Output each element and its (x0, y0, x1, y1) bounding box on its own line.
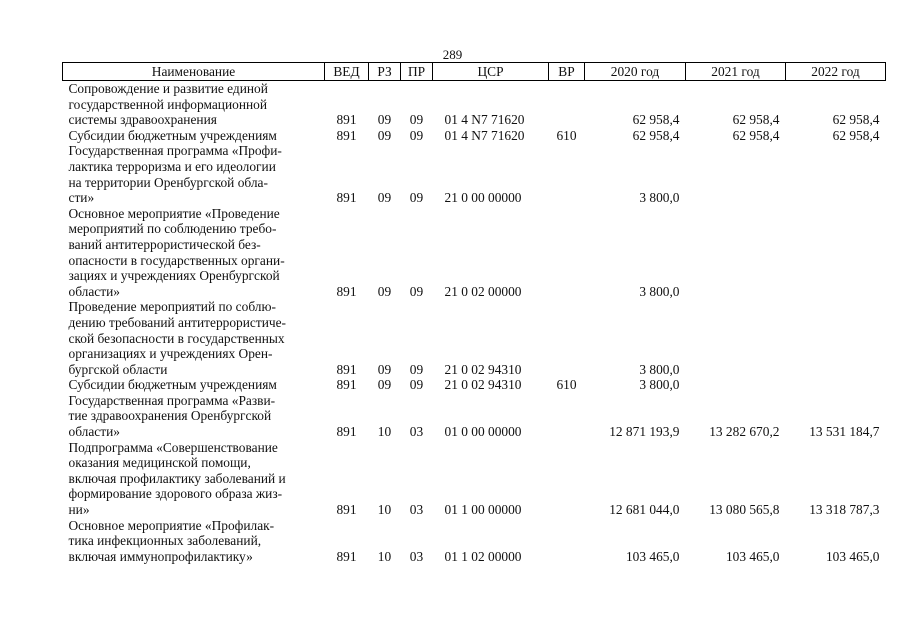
table-row (63, 143, 886, 205)
row-name: Государственная программа «Профи- лактика терроризма и его идеологии на территории Оренбургской обла- сти» (68, 143, 282, 206)
header-pr: ПР (401, 63, 433, 81)
row-2022: 13 531 184,7 (809, 424, 880, 440)
row-vr (549, 299, 585, 377)
row-rz: 09 (377, 361, 392, 377)
row-2021 (686, 377, 786, 393)
row-name: Государственная программа «Разви- тие здравоохранения Оренбургской области» (68, 392, 276, 440)
row-2022 (786, 206, 886, 300)
row-name: Подпрограмма «Совершенствование оказания медицинской помощи, включая профилактику заболеваний и формирование здорового образа жиз- ни» (68, 439, 286, 518)
row-csr: 21 0 02 94310 (444, 361, 522, 377)
row-vr (549, 81, 585, 128)
row-2020: 62 958,4 (632, 127, 680, 143)
row-name: Основное мероприятие «Профилак- тика инфекционных заболеваний, включая иммунопрофилактику» (68, 517, 275, 564)
table-row (63, 377, 886, 393)
row-2022: 13 318 787,3 (809, 502, 880, 518)
row-pr: 09 (409, 361, 424, 377)
header-name: Наименование (63, 63, 325, 81)
row-csr: 01 1 00 00000 (444, 502, 522, 518)
row-2021: 13 282 670,2 (709, 424, 780, 440)
table-header (63, 63, 886, 81)
row-vr (549, 143, 585, 205)
header-2021: 2021 год (686, 63, 786, 81)
row-2020: 3 800,0 (639, 377, 680, 393)
row-2020: 3 800,0 (639, 283, 680, 299)
row-pr: 03 (409, 548, 424, 564)
table-row (63, 393, 886, 440)
row-ved: 891 (336, 127, 357, 143)
row-2021 (686, 143, 786, 205)
row-name: Сопровождение и развитие единой государственной информационной системы здравоохранения (68, 81, 268, 128)
row-2020: 3 800,0 (639, 190, 680, 206)
row-2022: 62 958,4 (832, 112, 880, 128)
row-csr: 01 4 N7 71620 (444, 112, 525, 128)
row-pr: 03 (409, 502, 424, 518)
row-csr: 01 4 N7 71620 (444, 127, 525, 143)
table-row (63, 518, 886, 565)
row-csr: 21 0 02 94310 (444, 377, 522, 393)
row-csr: 21 0 00 00000 (444, 190, 522, 206)
row-2022 (786, 143, 886, 205)
row-2020: 12 871 193,9 (609, 424, 680, 440)
row-rz: 10 (377, 424, 392, 440)
row-pr: 09 (409, 283, 424, 299)
row-2021 (686, 206, 786, 300)
row-name: Основное мероприятие «Проведение мероприятий по соблюдению требо- ваний антитеррористической без- опасности в государственных органи- зациях и учреждениях Оренбургской области» (68, 205, 285, 299)
row-rz: 09 (377, 127, 392, 143)
row-ved: 891 (336, 190, 357, 206)
row-2022 (786, 377, 886, 393)
row-vr (549, 440, 585, 518)
row-ved: 891 (336, 548, 357, 564)
row-vr: 610 (556, 127, 577, 143)
table-body (63, 81, 886, 565)
row-ved: 891 (336, 377, 357, 393)
row-2020: 62 958,4 (632, 112, 680, 128)
row-name: Проведение мероприятий по соблю- дению требований антитеррористиче- ской безопасности в государственных организациях и учреждениях Орен- бургской области (68, 299, 287, 377)
row-csr: 21 0 02 00000 (444, 283, 522, 299)
budget-table (62, 62, 886, 564)
table-row (63, 206, 886, 300)
row-pr: 09 (409, 190, 424, 206)
row-pr: 09 (409, 127, 424, 143)
row-ved: 891 (336, 361, 357, 377)
row-rz: 09 (377, 377, 392, 393)
row-2021: 13 080 565,8 (709, 502, 780, 518)
header-2020: 2020 год (585, 63, 686, 81)
row-2022 (786, 299, 886, 377)
header-vr: ВР (549, 63, 585, 81)
row-vr (549, 206, 585, 300)
row-2020: 103 465,0 (625, 548, 680, 564)
row-vr (549, 393, 585, 440)
row-rz: 09 (377, 283, 392, 299)
table-row (63, 440, 886, 518)
row-2021: 62 958,4 (732, 127, 780, 143)
row-name: Субсидии бюджетным учреждениям (68, 377, 277, 393)
row-2022: 62 958,4 (832, 127, 880, 143)
row-ved: 891 (336, 283, 357, 299)
row-2020: 3 800,0 (639, 361, 680, 377)
row-name: Субсидии бюджетным учреждениям (68, 127, 277, 143)
row-pr: 03 (409, 424, 424, 440)
table-row (63, 81, 886, 128)
row-rz: 09 (377, 112, 392, 128)
row-2021: 62 958,4 (732, 112, 780, 128)
row-2020: 12 681 044,0 (609, 502, 680, 518)
row-pr: 09 (409, 112, 424, 128)
row-vr (549, 518, 585, 565)
header-2022: 2022 год (786, 63, 886, 81)
row-rz: 09 (377, 190, 392, 206)
row-pr: 09 (409, 377, 424, 393)
row-ved: 891 (336, 424, 357, 440)
header-rz: РЗ (369, 63, 401, 81)
row-rz: 10 (377, 502, 392, 518)
header-csr: ЦСР (433, 63, 549, 81)
row-2021 (686, 299, 786, 377)
header-ved: ВЕД (325, 63, 369, 81)
page-number: 289 (442, 47, 463, 62)
row-csr: 01 1 02 00000 (444, 548, 522, 564)
table-row (63, 299, 886, 377)
row-2022: 103 465,0 (825, 548, 880, 564)
row-rz: 10 (377, 548, 392, 564)
row-ved: 891 (336, 502, 357, 518)
row-2021: 103 465,0 (725, 548, 780, 564)
header-row (63, 63, 886, 81)
row-vr: 610 (556, 377, 577, 393)
row-ved: 891 (336, 112, 357, 128)
row-csr: 01 0 00 00000 (444, 424, 522, 440)
table-row (63, 128, 886, 144)
